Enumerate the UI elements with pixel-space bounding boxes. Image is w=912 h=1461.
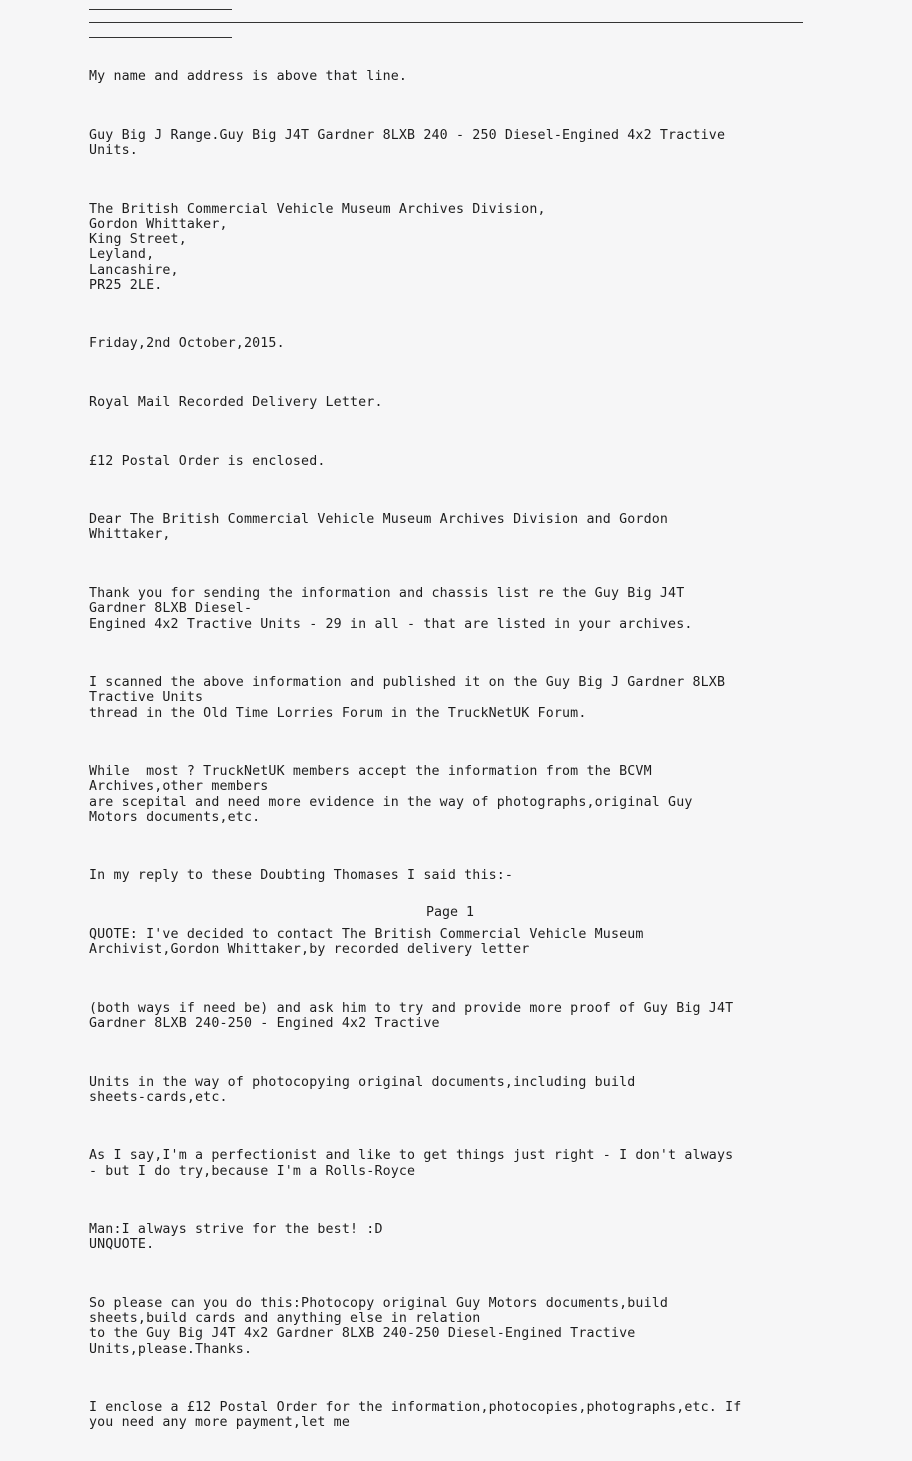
salutation: Dear The British Commercial Vehicle Museum Archives Division and Gordon Whittaker, (89, 512, 669, 543)
letter-date: Friday,2nd October,2015. (89, 336, 285, 352)
letter-body (89, 39, 809, 1461)
quote-part-2: (both ways if need be) and ask him to try and provide more proof of Guy Big J4T Gardner 8LXB 240-250 - Engined 4x2 Tractive (89, 1000, 734, 1031)
paragraph-enclosure: I enclose a £12 Postal Order for the information,photocopies,photographs,etc. If you need any more payment,let me (89, 1400, 742, 1431)
paragraph-members: While most ? TruckNetUK members accept the information from the BCVM Archives,other members are scepital and need more evidence in the way of photographs,original Guy Motors documents,etc. (89, 764, 693, 825)
paragraph-thanks: Thank you for sending the information and chassis list re the Guy Big J4T Gardner 8LXB Diesel- Engined 4x2 Tractive Units - 29 in all - that are listed in your archives. (89, 586, 693, 632)
name-rule-line (89, 9, 232, 10)
recipient-address: The British Commercial Vehicle Museum Archives Division, Gordon Whittaker, King Street, Leyland, Lancashire, PR25 2LE. (89, 201, 546, 293)
delivery-method: Royal Mail Recorded Delivery Letter. (89, 395, 383, 411)
paragraph-scanned: I scanned the above information and published it on the Guy Big J Gardner 8LXB Tractive Units thread in the Old Time Lorries Forum in the TruckNetUK Forum. (89, 675, 726, 721)
quote-part-4: As I say,I'm a perfectionist and like to get things just right - I don't always - but I do try,because I'm a Rolls-Royce (89, 1148, 734, 1179)
paragraph-subject: Guy Big J Range.Guy Big J4T Gardner 8LXB 240 - 250 Diesel-Engined 4x2 Tractive Units. (89, 128, 726, 159)
page-number: Page 1 (426, 905, 475, 920)
paragraph-request: So please can you do this:Photocopy original Guy Motors documents,build sheets,build cards and anything else in relation to the Guy Big J4T 4x2 Gardner 8LXB 240-250 Diesel-Engined Tractive Units,please.Thanks. (89, 1296, 669, 1357)
quote-part-3: Units in the way of photocopying original documents,including build sheets-cards,etc. (89, 1074, 636, 1105)
signature-rule-line (89, 37, 232, 38)
paragraph-intro: My name and address is above that line. (89, 69, 408, 85)
enclosure-note: £12 Postal Order is enclosed. (89, 453, 326, 469)
address-rule-line (89, 22, 803, 23)
quote-part-5: Man:I always strive for the best! :D UNQUOTE. (89, 1222, 383, 1253)
quote-part-1: QUOTE: I've decided to contact The British Commercial Vehicle Museum Archivist,Gordon Whittaker,by recorded delivery letter (89, 926, 644, 958)
paragraph-reply: In my reply to these Doubting Thomases I said this:- (89, 868, 514, 884)
